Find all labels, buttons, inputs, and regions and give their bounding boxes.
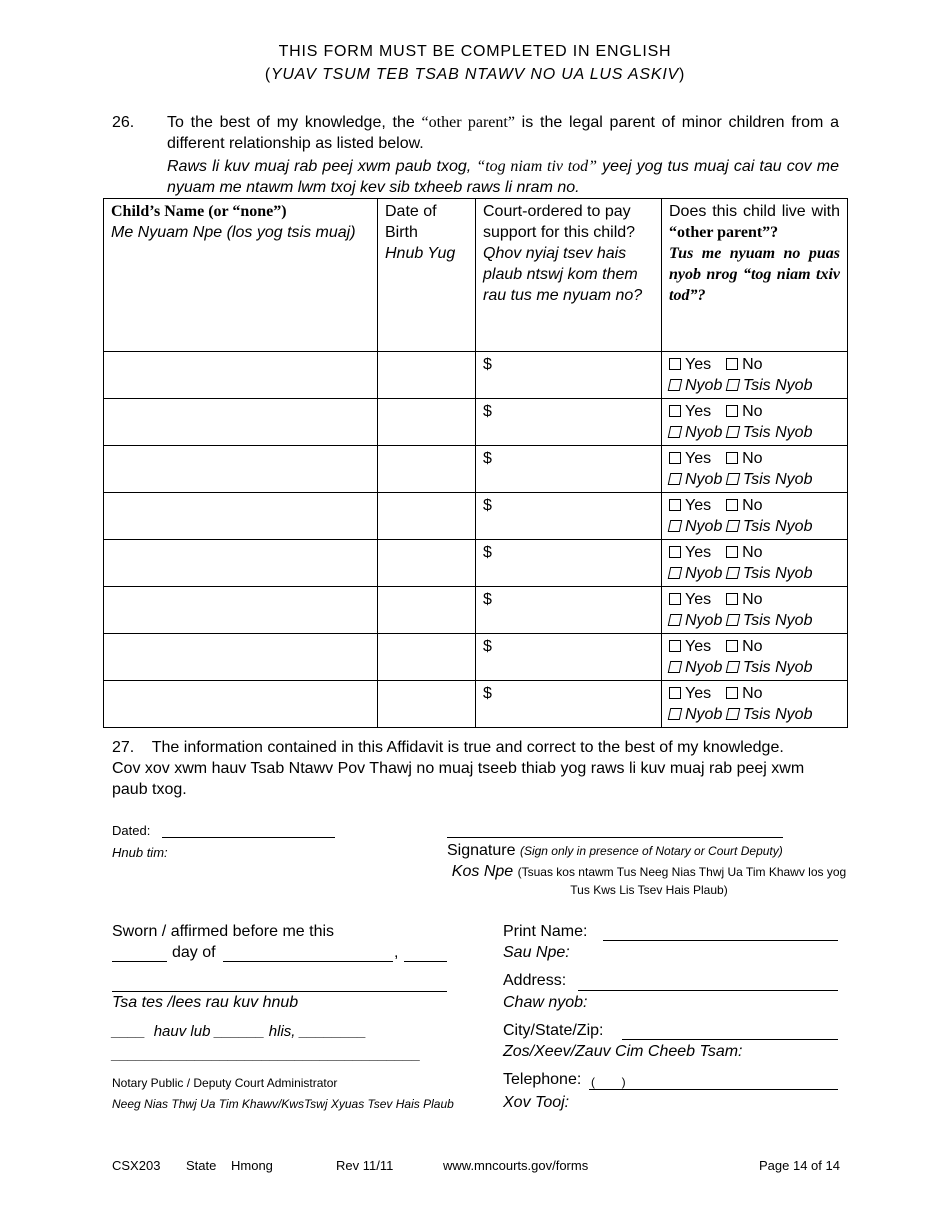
child-name-cell[interactable]	[104, 399, 378, 446]
lives-with-cell	[662, 493, 848, 540]
sworn-day-of: day of	[172, 944, 216, 961]
lives-with-cell	[662, 634, 848, 681]
print-name-label: Print Name:	[503, 923, 588, 940]
child-name-cell[interactable]	[104, 634, 378, 681]
notary-label: Notary Public / Deputy Court Administrator	[112, 1076, 338, 1090]
col4-en	[669, 201, 840, 243]
lives-with-cell	[662, 681, 848, 728]
lives-with-en	[669, 401, 840, 422]
col3-en: Court-ordered to pay support for this child?	[483, 203, 636, 241]
nyob-checkbox[interactable]	[668, 520, 683, 532]
nyob-checkbox[interactable]	[668, 567, 683, 579]
dollar-sign: $	[483, 356, 492, 373]
dob-cell[interactable]	[378, 446, 476, 493]
no-checkbox[interactable]	[726, 687, 738, 699]
sworn-hm-line2: ____ hauv lub ______ hlis, ________	[112, 1023, 367, 1040]
dollar-sign: $	[483, 450, 492, 467]
q26-hm-a: Raws li kuv muaj rab peej xwm paub txog,	[167, 158, 477, 175]
footer-language: Hmong	[231, 1158, 273, 1173]
dollar-sign: $	[483, 544, 492, 561]
telephone-label: Telephone:	[503, 1071, 582, 1088]
nyob-label: Nyob	[685, 471, 723, 488]
sworn-label: Sworn / affirmed before me this	[112, 923, 335, 940]
lives-with-cell	[662, 399, 848, 446]
yes-label: Yes	[685, 638, 712, 655]
tsis-nyob-label: Tsis Nyob	[742, 471, 813, 488]
yes-label: Yes	[685, 544, 712, 561]
no-checkbox[interactable]	[726, 640, 738, 652]
col4-en-b: “other parent”?	[669, 224, 779, 241]
no-label: No	[742, 638, 763, 655]
paren-close: )	[679, 66, 686, 83]
lives-with-cell	[662, 540, 848, 587]
children-table	[103, 198, 848, 728]
sworn-day-field[interactable]	[112, 961, 167, 962]
support-amount-cell[interactable]	[476, 446, 662, 493]
support-amount-cell[interactable]	[476, 493, 662, 540]
tsis-nyob-checkbox[interactable]	[726, 708, 741, 720]
col1-en: Child’s Name (or “none”)	[111, 203, 287, 220]
tsis-nyob-label: Tsis Nyob	[742, 518, 813, 535]
sworn-hm-line1: Tsa tes /lees rau kuv hnub	[112, 994, 299, 1011]
q26-english	[167, 112, 839, 154]
child-name-cell[interactable]	[104, 587, 378, 634]
dob-cell[interactable]	[378, 540, 476, 587]
telephone-hm: Xov Tooj:	[503, 1094, 570, 1111]
col-dob-header	[378, 199, 476, 352]
child-name-cell[interactable]	[104, 681, 378, 728]
support-amount-cell[interactable]	[476, 352, 662, 399]
tsis-nyob-checkbox[interactable]	[726, 379, 741, 391]
footer-page-number: Page 14 of 14	[759, 1158, 840, 1173]
col2-hm: Hnub Yug	[385, 245, 456, 262]
no-checkbox[interactable]	[726, 546, 738, 558]
yes-checkbox[interactable]	[669, 593, 681, 605]
telephone-field[interactable]	[589, 1089, 838, 1090]
sworn-month-field[interactable]	[223, 961, 393, 962]
signature-field[interactable]	[447, 837, 783, 838]
nyob-label: Nyob	[685, 518, 723, 535]
dated-field[interactable]	[162, 837, 335, 838]
lives-with-hm	[669, 516, 840, 537]
signature-hm-note: (Tsuas kos ntawm Tus Neeg Nias Thwj Ua Tim Khawv los yog Tus Kws Lis Tsev Hais Plaub)	[517, 865, 847, 897]
nyob-label: Nyob	[685, 377, 723, 394]
q26-en-quote: “other parent”	[421, 114, 515, 131]
signature-hm-block	[447, 863, 851, 899]
q27-en-text: The information contained in this Affidavit is true and correct to the best of my knowledge.	[151, 739, 784, 756]
col-child-name-header	[104, 199, 378, 352]
yes-checkbox[interactable]	[669, 405, 681, 417]
nyob-label: Nyob	[685, 612, 723, 629]
q27-hmong: Cov xov xwm hauv Tsab Ntawv Pov Thawj no muaj tseeb thiab yog raws li kuv muaj rab peej xwm paub txog.	[112, 760, 805, 798]
dob-cell[interactable]	[378, 352, 476, 399]
lives-with-hm	[669, 469, 840, 490]
lives-with-en	[669, 542, 840, 563]
table-row	[104, 587, 848, 634]
no-checkbox[interactable]	[726, 593, 738, 605]
nyob-checkbox[interactable]	[668, 614, 683, 626]
yes-label: Yes	[685, 403, 712, 420]
lives-with-hm	[669, 704, 840, 725]
tsis-nyob-label: Tsis Nyob	[742, 612, 813, 629]
q27-number: 27.	[112, 739, 135, 756]
nyob-label: Nyob	[685, 424, 723, 441]
dollar-sign: $	[483, 638, 492, 655]
no-label: No	[742, 685, 763, 702]
yes-label: Yes	[685, 497, 712, 514]
footer-state: State	[186, 1158, 217, 1173]
yes-label: Yes	[685, 685, 712, 702]
dated-hm: Hnub tim:	[112, 845, 168, 860]
q27-english	[112, 737, 842, 758]
dob-cell[interactable]	[378, 634, 476, 681]
tsis-nyob-label: Tsis Nyob	[742, 659, 813, 676]
sworn-extra-field[interactable]	[112, 991, 447, 992]
yes-label: Yes	[685, 356, 712, 373]
lives-with-en	[669, 589, 840, 610]
col4-en-a: Does this child live with	[669, 203, 840, 220]
nyob-label: Nyob	[685, 659, 723, 676]
tsis-nyob-label: Tsis Nyob	[742, 565, 813, 582]
area-code: ( )	[591, 1075, 626, 1089]
table-row	[104, 446, 848, 493]
yes-label: Yes	[685, 591, 712, 608]
col-lives-with-header	[662, 199, 848, 352]
q26-en-a: To the best of my knowledge, the	[167, 114, 422, 131]
address-hm: Chaw nyob:	[503, 994, 588, 1011]
support-amount-cell[interactable]	[476, 634, 662, 681]
footer-form-number: CSX203	[112, 1158, 161, 1173]
child-name-cell[interactable]	[104, 540, 378, 587]
lives-with-en	[669, 683, 840, 704]
no-label: No	[742, 544, 763, 561]
yes-checkbox[interactable]	[669, 546, 681, 558]
sworn-hm-line3: _____________________________________	[112, 1046, 421, 1063]
col1-hm: Me Nyuam Npe (los yog tsis muaj)	[111, 224, 356, 241]
tsis-nyob-label: Tsis Nyob	[742, 706, 813, 723]
lives-with-hm	[669, 657, 840, 678]
signature-label-line	[447, 842, 783, 860]
nyob-label: Nyob	[685, 706, 723, 723]
city-state-zip-hm: Zos/Xeev/Zauv Cim Cheeb Tsam:	[503, 1043, 743, 1060]
support-amount-cell[interactable]	[476, 587, 662, 634]
q26-hm-b: yeej yog tus muaj cai tau cov me nyuam me ntawm lwm txoj kev sib txheeb raws li nram no.	[167, 158, 840, 196]
lives-with-hm	[669, 610, 840, 631]
tsis-nyob-checkbox[interactable]	[726, 661, 741, 673]
nyob-checkbox[interactable]	[668, 661, 683, 673]
address-field[interactable]	[578, 990, 838, 991]
table-header-row	[104, 199, 848, 352]
nyob-checkbox[interactable]	[668, 473, 683, 485]
table-row	[104, 540, 848, 587]
child-name-cell[interactable]	[104, 352, 378, 399]
address-label: Address:	[503, 972, 567, 989]
dob-cell[interactable]	[378, 681, 476, 728]
lives-with-hm	[669, 375, 840, 396]
table-row	[104, 493, 848, 540]
nyob-checkbox[interactable]	[668, 708, 683, 720]
dollar-sign: $	[483, 685, 492, 702]
tsis-nyob-checkbox[interactable]	[726, 473, 741, 485]
table-row	[104, 634, 848, 681]
support-amount-cell[interactable]	[476, 681, 662, 728]
table-row	[104, 352, 848, 399]
dob-cell[interactable]	[378, 587, 476, 634]
no-checkbox[interactable]	[726, 452, 738, 464]
dated-label: Dated:	[112, 823, 151, 838]
nyob-checkbox[interactable]	[668, 379, 683, 391]
lives-with-en	[669, 636, 840, 657]
no-checkbox[interactable]	[726, 358, 738, 370]
sworn-year-field[interactable]	[404, 961, 447, 962]
tsis-nyob-label: Tsis Nyob	[742, 424, 813, 441]
dollar-sign: $	[483, 403, 492, 420]
dollar-sign: $	[483, 497, 492, 514]
signature-hm: Kos Npe	[451, 863, 514, 880]
footer-revision: Rev 11/11	[336, 1158, 394, 1173]
col2-en: Date of Birth	[385, 203, 437, 241]
tsis-nyob-checkbox[interactable]	[726, 567, 741, 579]
yes-checkbox[interactable]	[669, 358, 681, 370]
table-row	[104, 681, 848, 728]
yes-label: Yes	[685, 450, 712, 467]
nyob-checkbox[interactable]	[668, 426, 683, 438]
tsis-nyob-label: Tsis Nyob	[742, 377, 813, 394]
lives-with-en	[669, 448, 840, 469]
lives-with-cell	[662, 446, 848, 493]
city-state-zip-label: City/State/Zip:	[503, 1022, 604, 1039]
q26-en-b: is the legal parent of minor children from a different relationship as listed below.	[167, 114, 839, 152]
lives-with-hm	[669, 563, 840, 584]
col-support-header	[476, 199, 662, 352]
tsis-nyob-checkbox[interactable]	[726, 614, 741, 626]
dollar-sign: $	[483, 591, 492, 608]
child-name-cell[interactable]	[104, 493, 378, 540]
lives-with-en	[669, 495, 840, 516]
q26-number: 26.	[112, 114, 135, 131]
tsis-nyob-checkbox[interactable]	[726, 426, 741, 438]
footer-url[interactable]: www.mncourts.gov/forms	[443, 1158, 589, 1173]
col3-hm: Qhov nyiaj tsev hais plaub ntswj kom them rau tus me nyuam no?	[483, 245, 643, 304]
signature-note: (Sign only in presence of Notary or Court Deputy)	[519, 844, 783, 858]
city-state-zip-field[interactable]	[622, 1039, 838, 1040]
nyob-label: Nyob	[685, 565, 723, 582]
dob-cell[interactable]	[378, 493, 476, 540]
notice-hmong-text: YUAV TSUM TEB TSAB NTAWV NO UA LUS ASKIV	[270, 66, 680, 83]
lives-with-cell	[662, 352, 848, 399]
form-language-notice: THIS FORM MUST BE COMPLETED IN ENGLISH	[278, 43, 672, 60]
lives-with-hm	[669, 422, 840, 443]
yes-checkbox[interactable]	[669, 687, 681, 699]
child-name-cell[interactable]	[104, 446, 378, 493]
tsis-nyob-checkbox[interactable]	[726, 520, 741, 532]
support-amount-cell[interactable]	[476, 540, 662, 587]
paren-open: (	[264, 66, 271, 83]
q26-hmong	[167, 156, 839, 198]
no-label: No	[742, 450, 763, 467]
no-checkbox[interactable]	[726, 405, 738, 417]
form-language-notice-hmong	[0, 66, 950, 84]
no-label: No	[742, 356, 763, 373]
lives-with-cell	[662, 587, 848, 634]
print-name-field[interactable]	[603, 940, 838, 941]
col4-hm: Tus me nyuam no puas nyob nrog “tog niam txiv tod”?	[669, 245, 840, 304]
signature-label: Signature	[447, 842, 516, 859]
no-label: No	[742, 497, 763, 514]
notary-label-hm: Neeg Nias Thwj Ua Tim Khawv/KwsTswj Xyuas Tsev Hais Plaub	[112, 1097, 454, 1111]
print-name-hm: Sau Npe:	[503, 944, 570, 961]
dob-cell[interactable]	[378, 399, 476, 446]
sworn-comma: ,	[394, 944, 399, 961]
no-label: No	[742, 591, 763, 608]
no-label: No	[742, 403, 763, 420]
q26-hm-quote: “tog niam tiv tod”	[476, 158, 598, 175]
yes-checkbox[interactable]	[669, 499, 681, 511]
table-row	[104, 399, 848, 446]
yes-checkbox[interactable]	[669, 640, 681, 652]
yes-checkbox[interactable]	[669, 452, 681, 464]
no-checkbox[interactable]	[726, 499, 738, 511]
support-amount-cell[interactable]	[476, 399, 662, 446]
lives-with-en	[669, 354, 840, 375]
